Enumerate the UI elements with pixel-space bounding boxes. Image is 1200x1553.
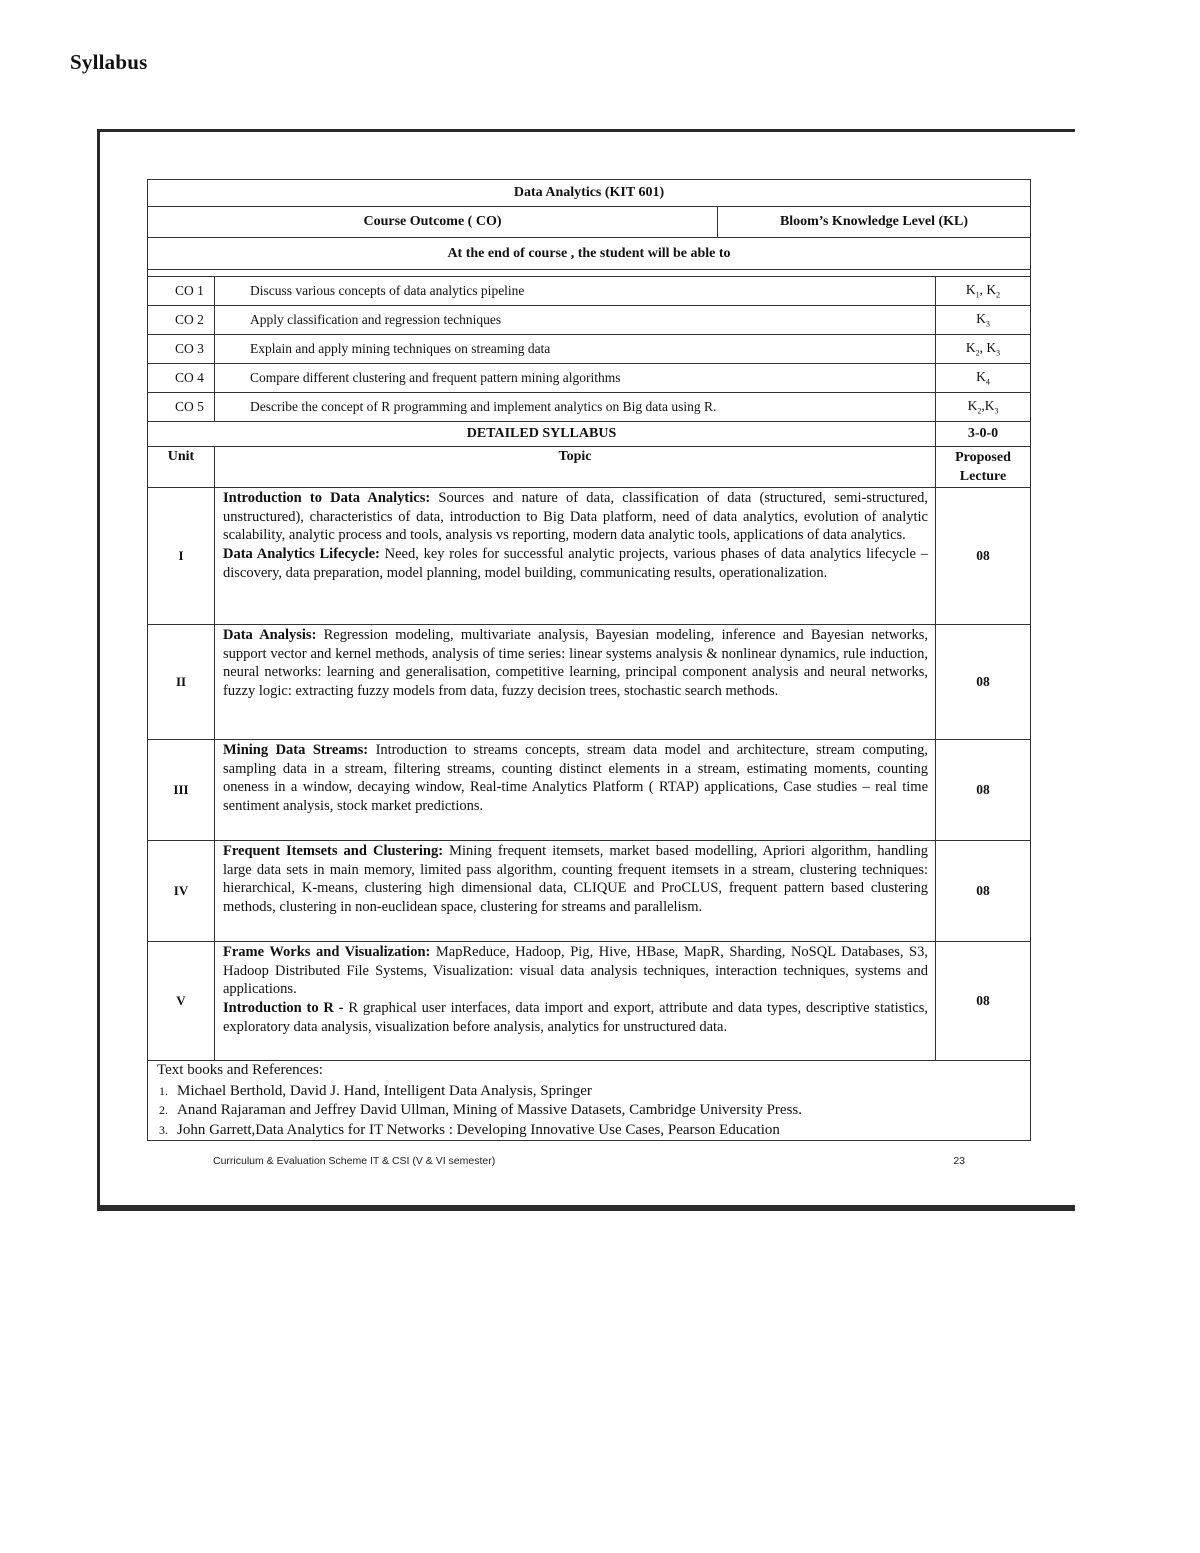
course-title: Data Analytics (KIT 601) [148, 180, 1031, 207]
unit-row [148, 625, 1031, 740]
topic-text: Need, key roles for successful analytic projects, various phases of data analytics lifecycle – discovery, data preparation, model planning, model building, communicating results, operationalization. [223, 546, 928, 581]
co-row [148, 277, 1031, 306]
ltp-value: 3-0-0 [936, 422, 1031, 447]
co-description: Discuss various concepts of data analytics pipeline [215, 277, 936, 306]
co-header-knowledge-level: Bloom’s Knowledge Level (KL) [718, 207, 1031, 238]
co-knowledge-level: $K_4$ [936, 364, 1031, 393]
unit-topic [215, 488, 936, 625]
co-row [148, 306, 1031, 335]
spacer-row [148, 270, 1031, 277]
co-header-outcome: Course Outcome ( CO) [148, 207, 718, 238]
unit-topic [215, 625, 936, 740]
topic-column-header: Topic [215, 447, 936, 488]
topic-heading: Data Analysis: [223, 627, 317, 643]
co-description: Describe the concept of R programming and implement analytics on Big data using R. [215, 393, 936, 422]
co-id: CO 4 [148, 364, 215, 393]
co-description: Compare different clustering and frequent pattern mining algorithms [215, 364, 936, 393]
lecture-header-line-2: Lecture [959, 469, 1007, 484]
topic-text: Mining frequent itemsets, market based modelling, Apriori algorithm, handling large data sets in main memory, limited pass algorithm, counting frequent itemsets in a stream, clustering techniques: hierarchical, K-means, clustering high dimensional data, CLIQUE and ProCLUS, frequent pattern based clustering methods, clustering in non-euclidean space, clustering for streams and parallelism. [223, 843, 929, 916]
unit-lectures: 08 [936, 942, 1031, 1061]
lecture-column-header [936, 447, 1031, 488]
topic-heading: Frame Works and Visualization: [223, 944, 431, 960]
topic-text: R graphical user interfaces, data import and export, attribute and data types, descriptive statistics, exploratory data analysis, visualization before analysis, analytics for unstructured data. [223, 1000, 929, 1035]
unit-topic [215, 942, 936, 1061]
unit-topic [215, 841, 936, 942]
unit-lectures: 08 [936, 740, 1031, 841]
co-knowledge-level: $K_3$ [936, 306, 1031, 335]
page-title: Syllabus [70, 50, 148, 74]
topic-heading: Frequent Itemsets and Clustering: [223, 843, 444, 859]
unit-number: III [148, 740, 215, 841]
frame-top-border [97, 129, 1075, 132]
footer-curriculum-text: Curriculum & Evaluation Scheme IT & CSI (V & VI semester) [213, 1155, 496, 1167]
co-row [148, 364, 1031, 393]
references-section [148, 1061, 1031, 1141]
unit-topic [215, 740, 936, 841]
co-description: Explain and apply mining techniques on streaming data [215, 335, 936, 364]
unit-lectures: 08 [936, 488, 1031, 625]
co-intro: At the end of course , the student will be able to [148, 238, 1031, 270]
unit-number: I [148, 488, 215, 625]
unit-lectures: 08 [936, 625, 1031, 740]
syllabus-table [147, 179, 1031, 1141]
reference-item: 3. John Garrett,Data Analytics for IT Networks : Developing Innovative Use Cases, Pearson Education [159, 1121, 780, 1138]
co-description: Apply classification and regression techniques [215, 306, 936, 335]
topic-text: Introduction to streams concepts, stream data model and architecture, stream computing, sampling data in a stream, filtering streams, counting distinct elements in a stream, estimating moments, counting oneness in a window, decaying window, Real-time Analytics Platform ( RTAP) applications, Case studies – real time sentiment analysis, stock market predictions. [223, 742, 928, 815]
unit-row [148, 488, 1031, 625]
page-footer [213, 1155, 965, 1167]
unit-row [148, 740, 1031, 841]
unit-row [148, 942, 1031, 1061]
co-row [148, 335, 1031, 364]
references-title: Text books and References: [157, 1062, 323, 1078]
topic-heading: Data Analytics Lifecycle: [223, 546, 380, 563]
frame-left-border [97, 129, 100, 1211]
lecture-header-line-1: Proposed [955, 450, 1011, 465]
co-knowledge-level: $K_2,K_3$ [936, 393, 1031, 422]
topic-text: MapReduce, Hadoop, Pig, Hive, HBase, MapR, Sharding, NoSQL Databases, S3, Hadoop Distributed File Systems, Visualization: visual data analysis techniques, interaction techniques, systems and applications. [223, 944, 928, 998]
co-id: CO 3 [148, 335, 215, 364]
syllabus-document [147, 179, 1030, 1141]
co-knowledge-level: $K_1$, $K_2$ [936, 277, 1031, 306]
topic-heading: Introduction to Data Analytics: [223, 490, 431, 506]
co-row [148, 393, 1031, 422]
co-id: CO 2 [148, 306, 215, 335]
frame-bottom-border [97, 1205, 1075, 1211]
co-id: CO 1 [148, 277, 215, 306]
detailed-syllabus-title: DETAILED SYLLABUS [148, 422, 936, 447]
unit-number: V [148, 942, 215, 1061]
topic-text: Sources and nature of data, classification of data (structured, semi-structured, unstructured), characteristics of data, introduction to Big Data platform, need of data analytics, evolution of analytic scalability, analytic process and tools, analysis vs reporting, modern data analytic tools, applications of data analytics. [223, 490, 929, 544]
unit-column-header: Unit [148, 447, 215, 488]
co-id: CO 5 [148, 393, 215, 422]
unit-number: IV [148, 841, 215, 942]
topic-heading: Mining Data Streams: [223, 742, 369, 758]
reference-item: 2. Anand Rajaraman and Jeffrey David Ullman, Mining of Massive Datasets, Cambridge University Press. [159, 1102, 803, 1118]
co-knowledge-level: $K_2$, $K_3$ [936, 335, 1031, 364]
topic-text: Regression modeling, multivariate analysis, Bayesian modeling, inference and Bayesian networks, support vector and kernel methods, analysis of time series: linear systems analysis & nonlinear dynamics, rule induction, neural networks: learning and generalisation, competitive learning, principal component analysis and neural networks, fuzzy logic: extracting fuzzy models from data, fuzzy decision trees, stochastic search methods. [223, 627, 928, 700]
unit-lectures: 08 [936, 841, 1031, 942]
unit-number: II [148, 625, 215, 740]
footer-page-number: 23 [953, 1155, 965, 1167]
reference-item: 1. Michael Berthold, David J. Hand, Intelligent Data Analysis, Springer [159, 1082, 592, 1099]
topic-heading: Introduction to R - [223, 1000, 344, 1017]
unit-row [148, 841, 1031, 942]
